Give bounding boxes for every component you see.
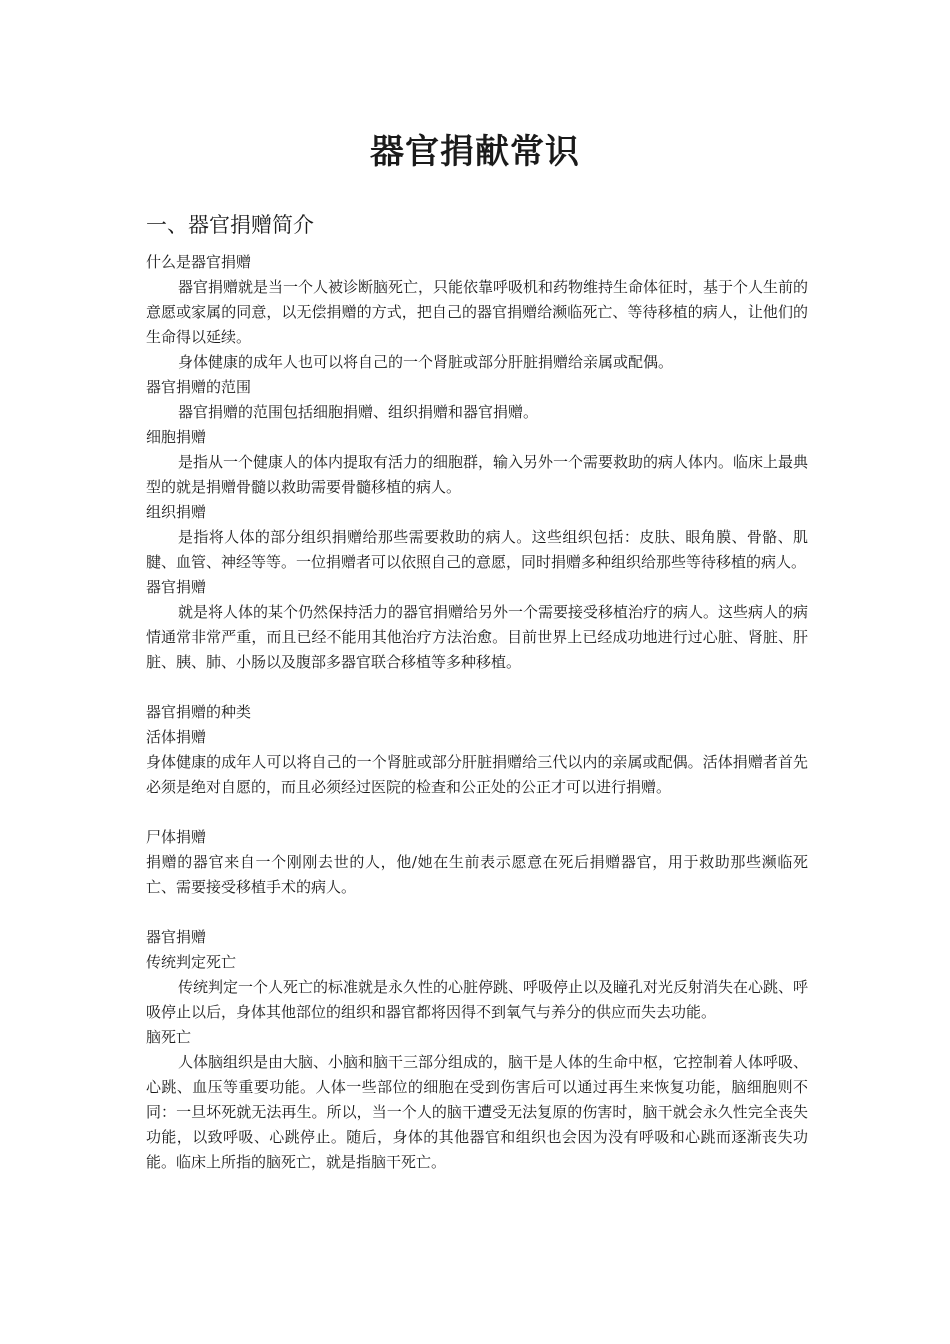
paragraph-traditional-death: 传统判定一个人死亡的标准就是永久性的心脏停跳、呼吸停止以及瞳孔对光反射消失在心跳、呼吸停止以后，身体其他部位的组织和器官都将因得不到氧气与养分的供应而失去功能。	[146, 978, 809, 1021]
subheading-cadaver-donation: 尸体捐赠	[146, 828, 207, 846]
paragraph-living-donation: 身体健康的成年人可以将自己的一个肾脏或部分肝脏捐赠给三代以内的亲属或配偶。活体捐赠者首先必须是绝对自愿的，而且必须经过医院的检查和公正处的公正才可以进行捐赠。	[146, 753, 808, 796]
subheading-scope: 器官捐赠的范围	[146, 378, 252, 396]
subheading-donation-types: 器官捐赠的种类	[146, 703, 252, 721]
paragraph-cadaver-donation: 捐赠的器官来自一个刚刚去世的人，他/她在生前表示愿意在死后捐赠器官，用于救助那些濒临死亡、需要接受移植手术的病人。	[146, 853, 808, 896]
subheading-cell-donation: 细胞捐赠	[146, 428, 207, 446]
paragraph-scope: 器官捐赠的范围包括细胞捐赠、组织捐赠和器官捐赠。	[178, 403, 539, 421]
document-title: 器官捐献常识	[370, 132, 580, 172]
document-body	[146, 250, 808, 1175]
subheading-what-is: 什么是器官捐赠	[146, 253, 252, 271]
paragraph-brain-death: 人体脑组织是由大脑、小脑和脑干三部分组成的，脑干是人体的生命中枢，它控制着人体呼吸、心跳、血压等重要功能。人体一些部位的细胞在受到伤害后可以通过再生来恢复功能，脑细胞则不同：一旦坏死就无法再生。所以，当一个人的脑干遭受无法复原的伤害时，脑干就会永久性完全丧失功能，以致呼吸、心跳停止。随后，身体的其他器官和组织也会因为没有呼吸和心跳而逐渐丧失功能。临床上所指的脑死亡，就是指脑干死亡。	[146, 1053, 809, 1171]
subheading-living-donation: 活体捐赠	[146, 728, 207, 746]
paragraph-tissue-donation: 是指将人体的部分组织捐赠给那些需要救助的病人。这些组织包括：皮肤、眼角膜、骨骼、肌腱、血管、神经等等。一位捐赠者可以依照自己的意愿，同时捐赠多种组织给那些等待移植的病人。	[146, 528, 808, 571]
spacer	[146, 900, 808, 925]
subheading-organ-donation: 器官捐赠	[146, 578, 207, 596]
paragraph-what-is-2: 身体健康的成年人也可以将自己的一个肾脏或部分肝脏捐赠给亲属或配偶。	[178, 353, 674, 371]
subheading-organ-donation-2: 器官捐赠	[146, 928, 207, 946]
spacer	[146, 675, 808, 700]
subheading-tissue-donation: 组织捐赠	[146, 503, 207, 521]
spacer	[146, 800, 808, 825]
paragraph-cell-donation: 是指从一个健康人的体内提取有活力的细胞群，输入另外一个需要救助的病人体内。临床上最典型的就是捐赠骨髓以救助需要骨髓移植的病人。	[146, 453, 809, 496]
subheading-brain-death: 脑死亡	[146, 1028, 192, 1046]
paragraph-organ-donation: 就是将人体的某个仍然保持活力的器官捐赠给另外一个需要接受移植治疗的病人。这些病人的病情通常非常严重，而且已经不能用其他治疗方法治愈。目前世界上已经成功地进行过心脏、肾脏、肝脏、胰、肺、小肠以及腹部多器官联合移植等多种移植。	[146, 603, 809, 671]
paragraph-what-is-1: 器官捐赠就是当一个人被诊断脑死亡，只能依靠呼吸机和药物维持生命体征时，基于个人生前的意愿或家属的同意，以无偿捐赠的方式，把自己的器官捐赠给濒临死亡、等待移植的病人，让他们的生命得以延续。	[146, 278, 809, 346]
subheading-traditional-death: 传统判定死亡	[146, 953, 237, 971]
section-heading-intro: 一、器官捐赠简介	[146, 213, 314, 237]
